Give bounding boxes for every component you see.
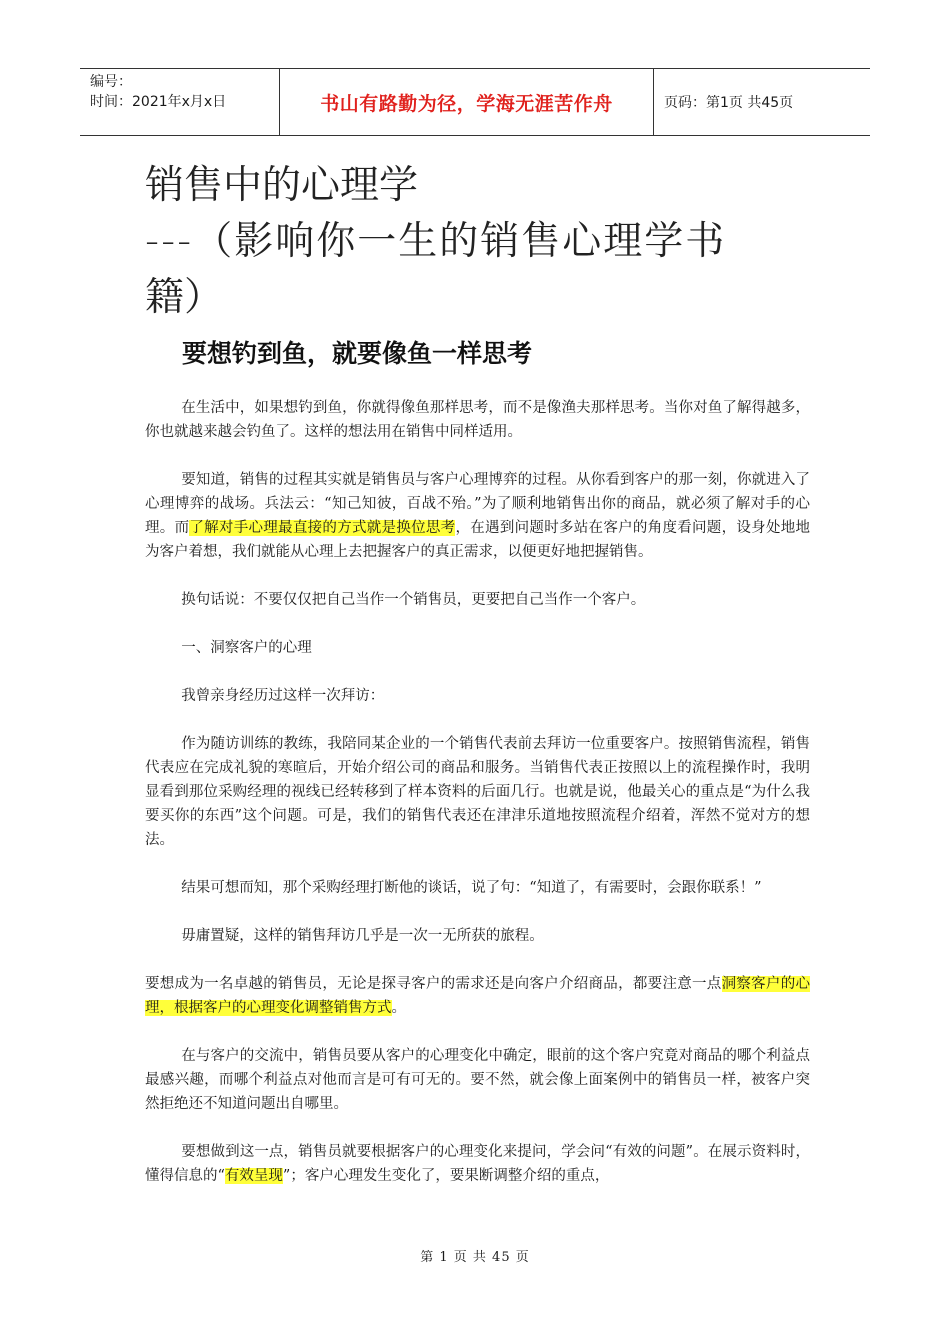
- serial-label: 编号：: [90, 74, 132, 90]
- paragraph-6: 作为随访训练的教练，我陪同某企业的一个销售代表前去拜访一位重要客户。按照销售流程，销售代表应在完成礼貌的寒暄后，开始介绍公司的商品和服务。当销售代表正按照以上的流程操作时，我明显看到那位采购经理的视线已经转移到了样本资料的后面几行。也就是说，他最关心的重点是“为什么我要买你的东西”这个问题。可是，我们的销售代表还在津津乐道地按照流程介绍着，浑然不觉对方的想法。: [145, 736, 810, 848]
- book-title-line2: ---（影响你一生的销售心理学书: [145, 219, 727, 264]
- paragraph-8: 毋庸置疑，这样的销售拜访几乎是一次一无所获的旅程。: [181, 928, 544, 944]
- paragraph-1: 在生活中，如果想钓到鱼，你就得像鱼那样思考，而不是像渔夫那样思考。当你对鱼了解得越多，你也就越来越会钓鱼了。这样的想法用在销售中同样适用。: [145, 400, 810, 440]
- body-text: [145, 396, 810, 1212]
- paragraph-11-text: 要想做到这一点，销售员就要根据客户的心理变化来提问，学会问“有效的问题”。在展示资料时，懂得信息的“: [145, 1144, 810, 1184]
- book-title: [145, 158, 835, 326]
- paragraph-11-text-end: ”；客户心理发生变化了，要果断调整介绍的重点，: [282, 1168, 610, 1184]
- date-label: 时间：2021年x月x日: [90, 94, 227, 110]
- paragraph-10: 在与客户的交流中，销售员要从客户的心理变化中确定，眼前的这个客户究竟对商品的哪个利益点最感兴趣，而哪个利益点对他而言是可有可无的。要不然，就会像上面案例中的销售员一样，被客户突然拒绝还不知道问题出自哪里。: [145, 1048, 810, 1112]
- subsection-heading: 一、洞察客户的心理: [181, 640, 312, 656]
- paragraph-5: 我曾亲身经历过这样一次拜访：: [181, 688, 385, 704]
- highlighted-text: 了解对手心理最直接的方式就是换位思考: [189, 520, 456, 536]
- highlighted-text: 洞察客户的心理，根据客户的心理变化调整销售方式: [145, 976, 810, 1016]
- paragraph-11: [145, 1140, 810, 1188]
- paragraph-2-text-end: ，在遇到问题时多站在客户的角度看问题，设身处地地为客户着想，我们就能从心理上去把握客户的真正需求，以便更好地把握销售。: [145, 520, 811, 560]
- paragraph-9: [145, 972, 810, 1020]
- book-title-line1: 销售中的心理学: [145, 163, 419, 208]
- paragraph-2-text: 要知道，销售的过程其实就是销售员与客户心理博弈的过程。从你看到客户的那一刻，你就进入了心理博弈的战场。兵法云：“知己知彼，百战不殆。”为了顺利地销售出你的商品，就必须了解对手的心理。而: [145, 472, 810, 536]
- paragraph-9-text-end: 。: [391, 1000, 406, 1016]
- paragraph-7: 结果可想而知，那个采购经理打断他的谈话，说了句：“知道了，有需要时，会跟你联系！”: [181, 880, 762, 896]
- paragraph-3: 换句话说：不要仅仅把自己当作一个销售员，更要把自己当作一个客户。: [181, 592, 646, 608]
- header-meta-cell: [80, 69, 280, 135]
- paragraph-9-text: 要想成为一名卓越的销售员，无论是探寻客户的需求还是向客户介绍商品，都要注意一点: [145, 976, 722, 992]
- section-heading: 要想钓到鱼，就要像鱼一样思考: [182, 339, 533, 368]
- book-title-line3: 籍）: [145, 275, 224, 320]
- paragraph-2: [145, 468, 810, 564]
- page-footer: 第 1 页 共 45 页: [420, 1250, 530, 1265]
- highlighted-text: 有效呈现: [224, 1168, 283, 1184]
- page-header: [80, 68, 870, 136]
- header-page-label: 页码：第1页 共45页: [664, 95, 794, 111]
- header-motto: 书山有路勤为径，学海无涯苦作舟: [280, 69, 654, 135]
